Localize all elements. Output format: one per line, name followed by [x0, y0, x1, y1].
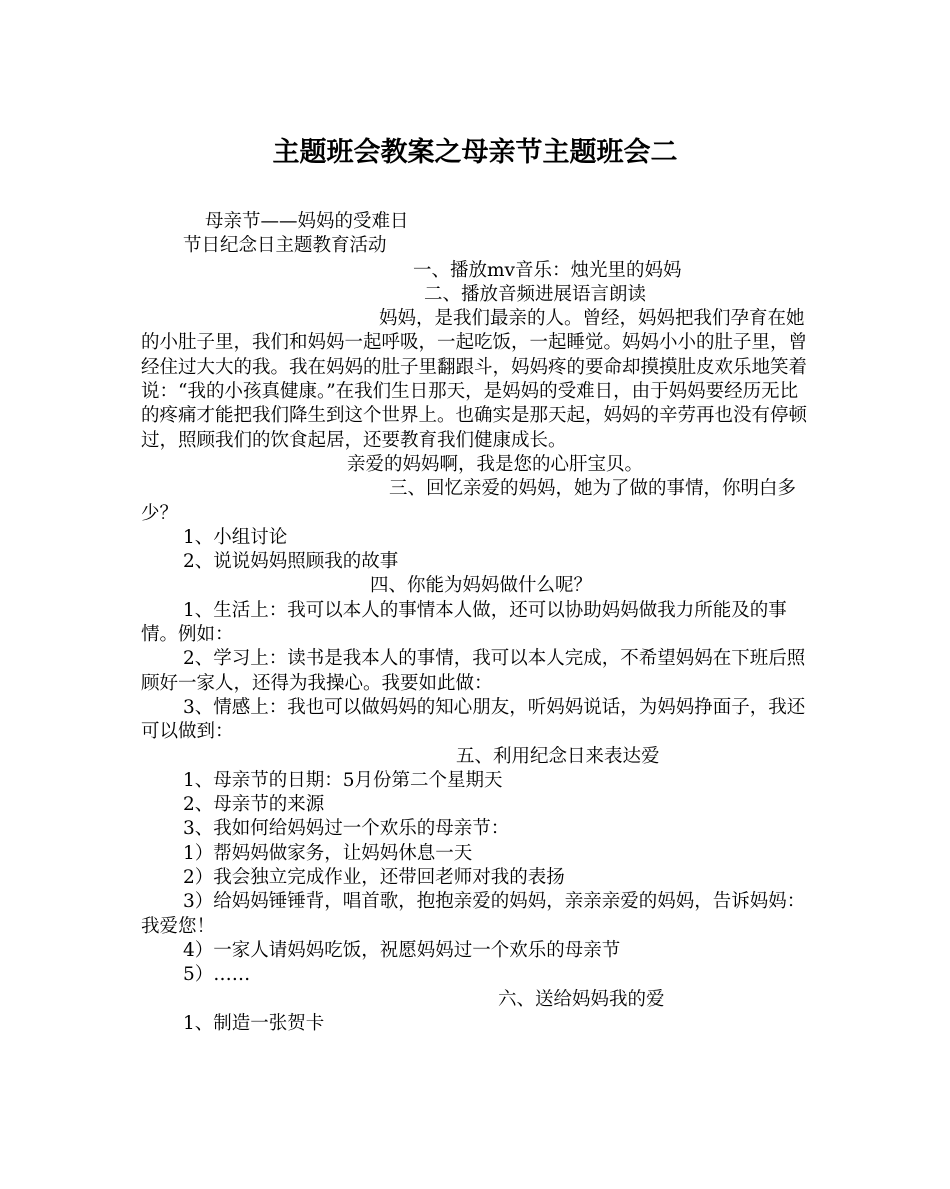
paragraph-line: 1、小组讨论 [183, 526, 288, 548]
paragraph-line: 1、母亲节的日期：5月份第二个星期天 [183, 769, 503, 791]
paragraph-line: 1、生活上：我可以本人的事情本人做，还可以协助妈妈做我力所能及的事情。例如： [141, 599, 787, 646]
paragraph-line: 3、我如何给妈妈过一个欢乐的母亲节： [183, 818, 510, 840]
paragraph-line: 3）给妈妈锤锤背，唱首歌，抱抱亲爱的妈妈，亲亲亲爱的妈妈，告诉妈妈：我爱您！ [141, 891, 806, 937]
paragraph-line: 三、回忆亲爱的妈妈，她为了做的事情，你明白多少？ [141, 478, 797, 524]
paragraph-line: 2、说说妈妈照顾我的故事 [183, 551, 399, 573]
paragraph-line: 母亲节——妈妈的受难日 [205, 211, 409, 232]
paragraph-line: 二、播放音频进展语言朗读 [424, 283, 647, 305]
paragraph-line: 2）我会独立完成作业，还带回老师对我的表扬 [183, 867, 565, 889]
paragraph-line: 1、制造一张贺卡 [183, 1012, 325, 1034]
paragraph-line: 一、播放mv音乐：烛光里的妈妈 [413, 259, 682, 281]
paragraph-line: 3、情感上：我也可以做妈妈的知心朋友，听妈妈说话，为妈妈挣面子，我还可以做到： [141, 696, 806, 743]
paragraph-line: 节日纪念日主题教育活动 [183, 235, 387, 257]
paragraph-line: 2、母亲节的来源 [183, 794, 325, 816]
document-title: 主题班会教案之母亲节主题班会二 [272, 137, 678, 168]
paragraph-line: 2、学习上：读书是我本人的事情，我可以本人完成，不希望妈妈在下班后照顾好一家人，还得为我操心。我要如此做： [141, 648, 806, 694]
document-body [141, 210, 813, 1036]
paragraph-line: 六、送给妈妈我的爱 [498, 988, 665, 1010]
paragraph-line: 五、利用纪念日来表达爱 [456, 745, 660, 767]
paragraph-line: 妈妈，是我们最亲的人。曾经，妈妈把我们孕育在她的小肚子里，我们和妈妈一起呼吸，一起吃饭，一起睡觉。妈妈小小的肚子里，曾经住过大大的我。我在妈妈的肚子里翻跟斗，妈妈疼的要命却摸摸肚皮欢乐地笑着说：“我的小孩真健康。”在我们生日那天，是妈妈的受难日，由于妈妈要经历无比的疼痛才能把我们降生到这个世界上。也确实是那天起，妈妈的辛劳再也没有停顿过，照顾我们的饮食起居，还要教育我们健康成长。 [141, 308, 808, 451]
paragraph-line: 5）…… [183, 964, 251, 986]
paragraph-line: 亲爱的妈妈啊，我是您的心肝宝贝。 [347, 453, 644, 475]
paragraph-line: 四、你能为妈妈做什么呢？ [370, 575, 593, 597]
paragraph-line: 4）一家人请妈妈吃饭，祝愿妈妈过一个欢乐的母亲节 [183, 939, 621, 961]
paragraph-line: 1）帮妈妈做家务，让妈妈休息一天 [183, 842, 473, 864]
